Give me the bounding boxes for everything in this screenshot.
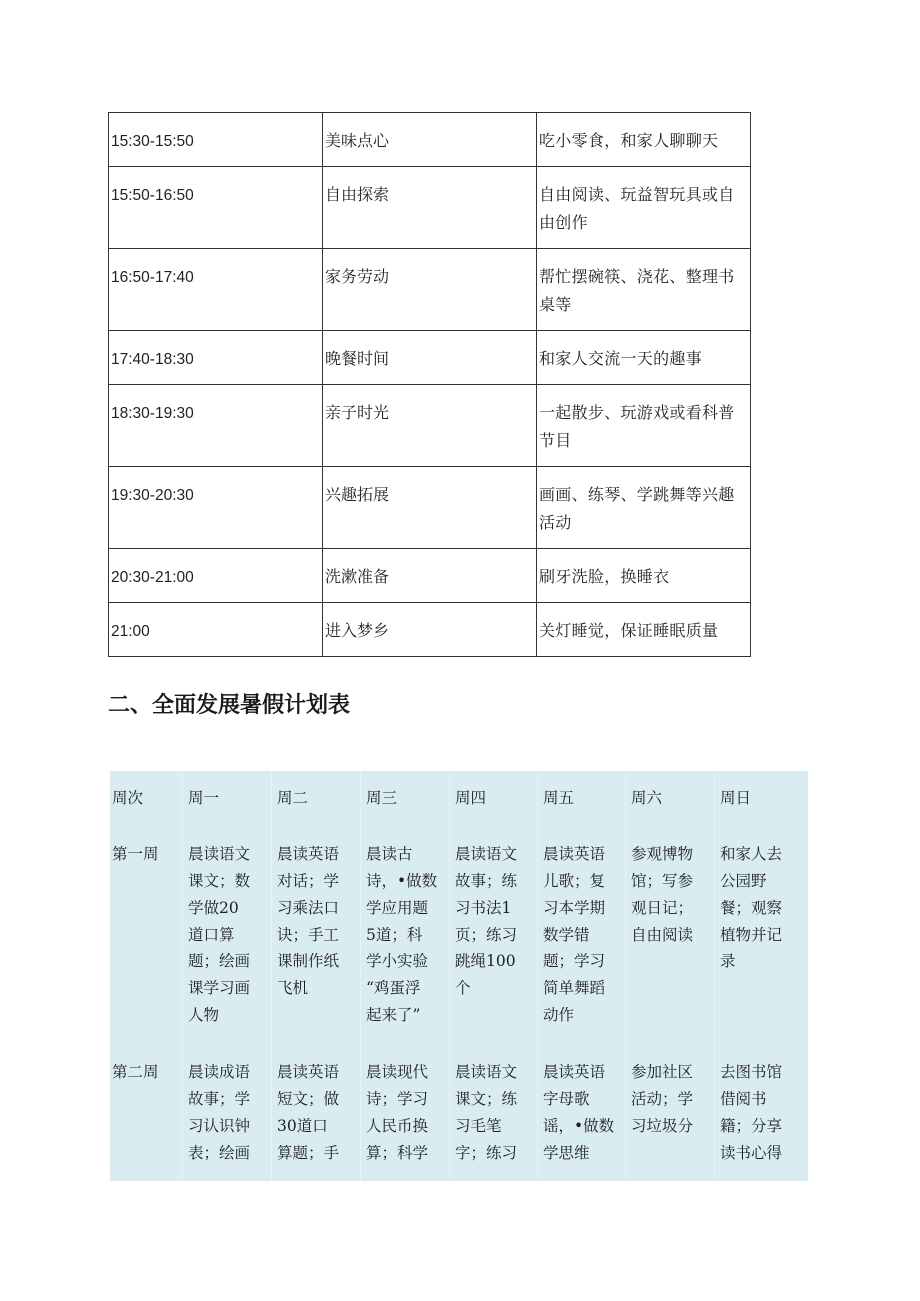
- schedule-description: [537, 331, 751, 385]
- plan-line: 短文；做: [277, 1090, 340, 1108]
- description-line: 桌等: [539, 295, 572, 314]
- plan-line: 对话；学: [277, 872, 340, 890]
- plan-line: 晨读成语: [188, 1063, 251, 1081]
- plan-line: 习本学期: [543, 899, 606, 917]
- plan-line: 故事；练: [455, 872, 518, 890]
- week-label: 第二周: [112, 1063, 159, 1081]
- plan-line: 课制作纸: [277, 952, 340, 970]
- description-line: 一起散步、玩游戏或看科普: [539, 403, 735, 422]
- plan-line: 个: [455, 979, 471, 997]
- schedule-description: [537, 167, 751, 249]
- schedule-description: [537, 113, 751, 167]
- plan-line: 晨读语文: [455, 1063, 518, 1081]
- plan-line: 活动；学: [631, 1090, 694, 1108]
- plan-header-cell: 周三: [366, 789, 398, 807]
- plan-line: 习认识钟: [188, 1117, 251, 1135]
- plan-line: 借阅书: [720, 1090, 767, 1108]
- plan-line: 动作: [543, 1006, 575, 1024]
- plan-line: 晨读英语: [543, 1063, 606, 1081]
- description-line: 活动: [539, 513, 572, 532]
- schedule-activity: 亲子时光: [323, 385, 537, 467]
- plan-line: 30道口: [277, 1117, 328, 1135]
- plan-day-cell: [720, 841, 782, 975]
- description-line: 由创作: [539, 213, 588, 232]
- plan-line: 数学错: [543, 926, 590, 944]
- schedule-activity: 晚餐时间: [323, 331, 537, 385]
- column-separator: [537, 771, 538, 1181]
- schedule-time: 15:30-15:50: [109, 113, 323, 167]
- plan-line: 公园野: [720, 872, 767, 890]
- plan-line: 学思维: [543, 1144, 590, 1162]
- schedule-row: [109, 249, 751, 331]
- schedule-row: [109, 331, 751, 385]
- plan-line: 人民币换: [366, 1117, 429, 1135]
- schedule-time: 17:40-18:30: [109, 331, 323, 385]
- schedule-time: 20:30-21:00: [109, 549, 323, 603]
- plan-day-cell: [631, 841, 693, 949]
- plan-line: 晨读语文: [455, 845, 518, 863]
- description-line: 帮忙摆碗筷、浇花、整理书: [539, 267, 735, 286]
- section-title: 二、全面发展暑假计划表: [108, 693, 351, 718]
- plan-line: 简单舞蹈: [543, 979, 606, 997]
- plan-line: 题；绘画: [188, 952, 251, 970]
- schedule-activity: 自由探索: [323, 167, 537, 249]
- schedule-activity: 兴趣拓展: [323, 467, 537, 549]
- schedule-description: [537, 467, 751, 549]
- plan-line: 学做20: [188, 899, 239, 917]
- plan-line: 页；练习: [455, 926, 518, 944]
- plan-line: 学小实验: [366, 952, 429, 970]
- week-label: 第一周: [112, 845, 159, 863]
- plan-day-cell: [366, 841, 437, 1029]
- schedule-row: [109, 113, 751, 167]
- plan-line: 自由阅读: [631, 926, 694, 944]
- plan-line: 晨读语文: [188, 845, 251, 863]
- schedule-row: [109, 385, 751, 467]
- schedule-time: 18:30-19:30: [109, 385, 323, 467]
- plan-day-cell: [277, 841, 339, 1002]
- plan-line: 谣，•做数: [543, 1117, 615, 1135]
- plan-line: 籍；分享: [720, 1117, 783, 1135]
- plan-day-cell: [188, 841, 250, 1029]
- description-line: 关灯睡觉，保证睡眠质量: [539, 621, 719, 640]
- plan-line: 儿歌；复: [543, 872, 606, 890]
- plan-header-cell: 周次: [112, 789, 144, 807]
- plan-line: 习乘法口: [277, 899, 340, 917]
- column-separator: [625, 771, 626, 1181]
- schedule-row: [109, 167, 751, 249]
- schedule-activity: 家务劳动: [323, 249, 537, 331]
- description-line: 自由阅读、玩益智玩具或自: [539, 185, 735, 204]
- plan-line: 课文；数: [188, 872, 251, 890]
- plan-line: 晨读现代: [366, 1063, 429, 1081]
- plan-line: 植物并记: [720, 926, 783, 944]
- plan-day-cell: [631, 1059, 693, 1140]
- plan-day-cell: [720, 1059, 782, 1167]
- description-line: 画画、练琴、学跳舞等兴趣: [539, 485, 735, 504]
- plan-line: 录: [720, 952, 736, 970]
- schedule-activity: 美味点心: [323, 113, 537, 167]
- plan-line: 去图书馆: [720, 1063, 783, 1081]
- plan-line: 诗；学习: [366, 1090, 429, 1108]
- plan-line: 晨读英语: [277, 845, 340, 863]
- plan-line: 课文；练: [455, 1090, 518, 1108]
- plan-line: 习书法1: [455, 899, 512, 917]
- plan-header-cell: 周一: [188, 789, 220, 807]
- schedule-row: [109, 467, 751, 549]
- plan-line: 字；练习: [455, 1144, 518, 1162]
- schedule-time: 21:00: [109, 603, 323, 657]
- description-line: 吃小零食，和家人聊聊天: [539, 131, 719, 150]
- description-line: 节目: [539, 431, 572, 450]
- plan-day-cell: [455, 841, 517, 1002]
- plan-line: 道口算: [188, 926, 235, 944]
- plan-header-cell: 周六: [631, 789, 663, 807]
- schedule-activity: 洗漱准备: [323, 549, 537, 603]
- schedule-time: 16:50-17:40: [109, 249, 323, 331]
- schedule-description: [537, 603, 751, 657]
- plan-line: “鸡蛋浮: [366, 979, 421, 997]
- plan-line: 餐；观察: [720, 899, 783, 917]
- plan-day-cell: [543, 841, 605, 1029]
- plan-day-cell: [277, 1059, 339, 1167]
- plan-line: 飞机: [277, 979, 309, 997]
- plan-header-cell: 周五: [543, 789, 575, 807]
- schedule-description: [537, 249, 751, 331]
- description-line: 刷牙洗脸，换睡衣: [539, 567, 670, 586]
- plan-line: 习垃圾分: [631, 1117, 694, 1135]
- schedule-row: [109, 603, 751, 657]
- plan-line: 起来了”: [366, 1006, 421, 1024]
- plan-line: 题；学习: [543, 952, 606, 970]
- schedule-activity: 进入梦乡: [323, 603, 537, 657]
- schedule-time: 15:50-16:50: [109, 167, 323, 249]
- plan-line: 晨读英语: [277, 1063, 340, 1081]
- column-separator: [714, 771, 715, 1181]
- plan-line: 和家人去: [720, 845, 783, 863]
- plan-header-cell: 周日: [720, 789, 752, 807]
- plan-line: 习毛笔: [455, 1117, 502, 1135]
- plan-line: 诗，•做数: [366, 872, 438, 890]
- column-separator: [449, 771, 450, 1181]
- plan-line: 参观博物: [631, 845, 694, 863]
- plan-line: 算；科学: [366, 1144, 429, 1162]
- column-separator: [360, 771, 361, 1181]
- plan-header-cell: 周二: [277, 789, 309, 807]
- weekly-plan-table: [110, 771, 808, 1181]
- schedule-row: [109, 549, 751, 603]
- plan-day-cell: [366, 1059, 428, 1167]
- plan-line: 跳绳100: [455, 952, 516, 970]
- plan-line: 人物: [188, 1006, 220, 1024]
- plan-line: 算题；手: [277, 1144, 340, 1162]
- plan-line: 学应用题: [366, 899, 429, 917]
- plan-line: 参加社区: [631, 1063, 694, 1081]
- plan-line: 表；绘画: [188, 1144, 251, 1162]
- description-line: 和家人交流一天的趣事: [539, 349, 703, 368]
- schedule-description: [537, 549, 751, 603]
- plan-day-cell: [188, 1059, 250, 1167]
- plan-line: 字母歌: [543, 1090, 590, 1108]
- plan-line: 诀；手工: [277, 926, 340, 944]
- column-separator: [271, 771, 272, 1181]
- plan-line: 故事；学: [188, 1090, 251, 1108]
- plan-line: 晨读英语: [543, 845, 606, 863]
- schedule-time: 19:30-20:30: [109, 467, 323, 549]
- plan-line: 5道；科: [366, 926, 423, 944]
- column-separator: [182, 771, 183, 1181]
- plan-header-cell: 周四: [455, 789, 487, 807]
- daily-schedule-table: [108, 112, 751, 657]
- plan-line: 课学习画: [188, 979, 251, 997]
- plan-line: 晨读古: [366, 845, 413, 863]
- plan-day-cell: [455, 1059, 517, 1167]
- plan-day-cell: [543, 1059, 614, 1167]
- plan-line: 读书心得: [720, 1144, 783, 1162]
- plan-line: 馆；写参: [631, 872, 694, 890]
- plan-line: 观日记；: [631, 899, 694, 917]
- schedule-description: [537, 385, 751, 467]
